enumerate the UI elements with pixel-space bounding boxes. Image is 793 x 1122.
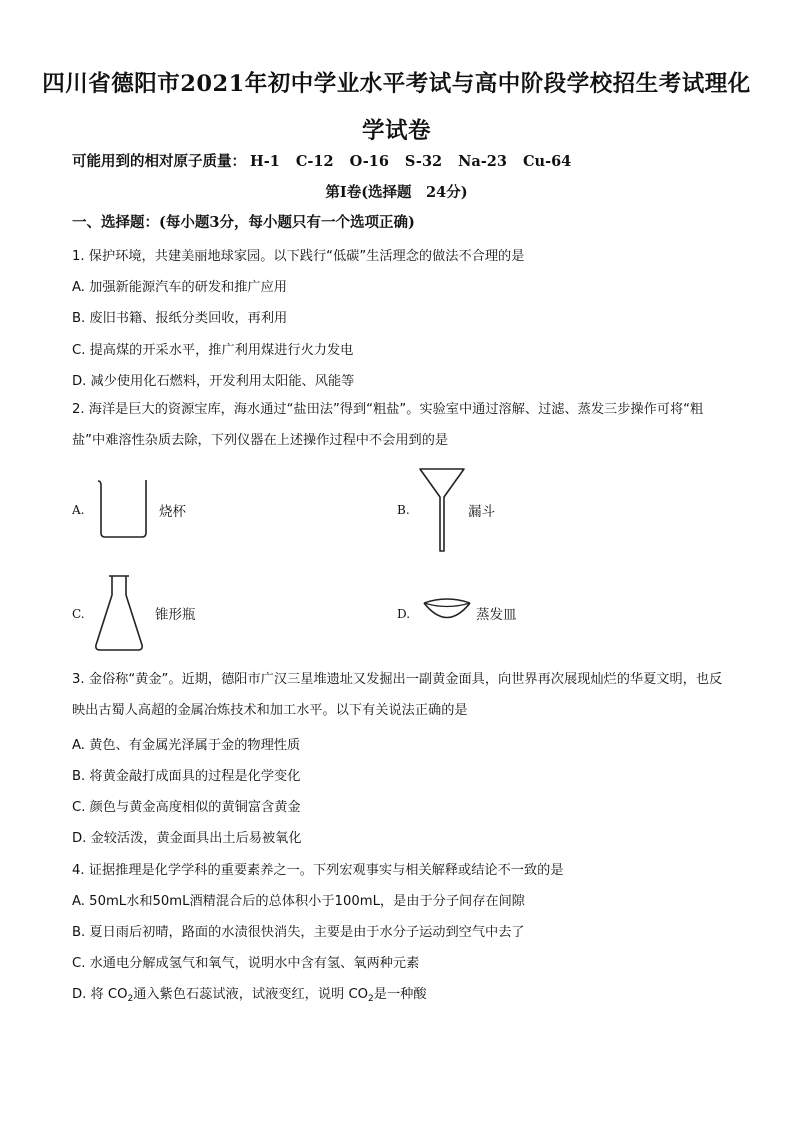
question-3-option-b: B. 将黄金敲打成面具的过程是化学变化 (72, 769, 301, 784)
question-2-stem: 2. 海洋是巨大的资源宝库，海水通过“盐田法”得到“粗盐”。实验室中通过溶解、过滤、蒸发三步操作可将“粗盐”中难溶性杂质去除，下列仪器在上述操作过程中不会用到的是 (72, 402, 704, 448)
question-1-option-b: B. 废旧书籍、报纸分类回收，再利用 (72, 311, 288, 326)
atomic-mass-item: C-12 (295, 153, 334, 170)
atomic-mass-item: S-32 (404, 153, 443, 170)
question-1-option-d: D. 减少使用化石燃料，开发利用太阳能、风能等 (72, 374, 355, 389)
part-title: 第Ⅰ卷(选择题 24分) (325, 184, 468, 201)
option-d-prefix: D. 将 CO (72, 987, 128, 1002)
evaporating-dish-icon (422, 596, 472, 626)
question-2-option-a-letter: A. (72, 503, 85, 517)
atomic-mass-item: Cu-64 (522, 153, 572, 170)
exam-title-line-2: 学试卷 (361, 118, 431, 144)
atomic-mass-label: 可能用到的相对原子质量： (72, 153, 246, 170)
option-d-suffix: 是一种酸 (373, 987, 427, 1002)
question-2-option-b-letter: B. (397, 503, 410, 517)
subscript-2: 2 (368, 994, 374, 1004)
conical-flask-icon (93, 573, 145, 653)
subscript-2: 2 (127, 994, 134, 1004)
question-1-stem: 1. 保护环境，共建美丽地球家园。以下践行“低碳”生活理念的做法不合理的是 (72, 249, 525, 264)
section-title: 一、选择题：(每小题3分，每小题只有一个选项正确) (72, 214, 415, 231)
question-4-option-c: C. 水通电分解成氢气和氧气，说明水中含有氢、氧两种元素 (72, 956, 420, 971)
option-d-middle: 通入紫色石蕊试液，试液变红，说明 CO (133, 987, 369, 1002)
question-1-option-c: C. 提高煤的开采水平，推广利用煤进行火力发电 (72, 343, 354, 358)
question-3-option-c: C. 颜色与黄金高度相似的黄铜富含黄金 (72, 800, 301, 815)
question-4-option-b: B. 夏日雨后初晴，路面的水渍很快消失，主要是由于水分子运动到空气中去了 (72, 925, 525, 940)
question-1-option-a: A. 加强新能源汽车的研发和推广应用 (72, 280, 287, 295)
question-4-option-d (72, 983, 427, 1004)
question-2-option-c-letter: C. (72, 607, 85, 621)
funnel-icon (418, 467, 466, 553)
question-2-option-b-label: 漏斗 (468, 504, 495, 520)
question-2-option-a-label: 烧杯 (159, 504, 186, 520)
atomic-mass-list (72, 150, 587, 171)
beaker-icon (96, 478, 154, 540)
question-3-stem: 3. 金俗称“黄金”。近期，德阳市广汉三星堆遗址又发掘出一副黄金面具，向世界再次展现灿烂的华夏文明，也反映出古蜀人高超的金属冶炼技术和加工水平。以下有关说法正确的是 (72, 672, 723, 718)
question-2-option-c-label: 锥形瓶 (155, 607, 196, 623)
exam-title-line-1: 四川省德阳市2021年初中学业水平考试与高中阶段学校招生考试理化 (42, 71, 751, 97)
question-3-option-d: D. 金较活泼，黄金面具出土后易被氧化 (72, 831, 302, 846)
question-2-option-d-label: 蒸发皿 (476, 607, 517, 623)
question-3-option-a: A. 黄色、有金属光泽属于金的物理性质 (72, 738, 301, 753)
atomic-mass-item: O-16 (349, 153, 389, 170)
atomic-mass-item: H-1 (250, 153, 280, 170)
question-4-stem: 4. 证据推理是化学学科的重要素养之一。下列宏观事实与相关解释或结论不一致的是 (72, 863, 564, 878)
atomic-mass-item: Na-23 (458, 153, 507, 170)
question-2-option-d-letter: D. (397, 607, 411, 621)
question-4-option-a: A. 50mL水和50mL酒精混合后的总体积小于100mL，是由于分子间存在间隙 (72, 894, 525, 909)
